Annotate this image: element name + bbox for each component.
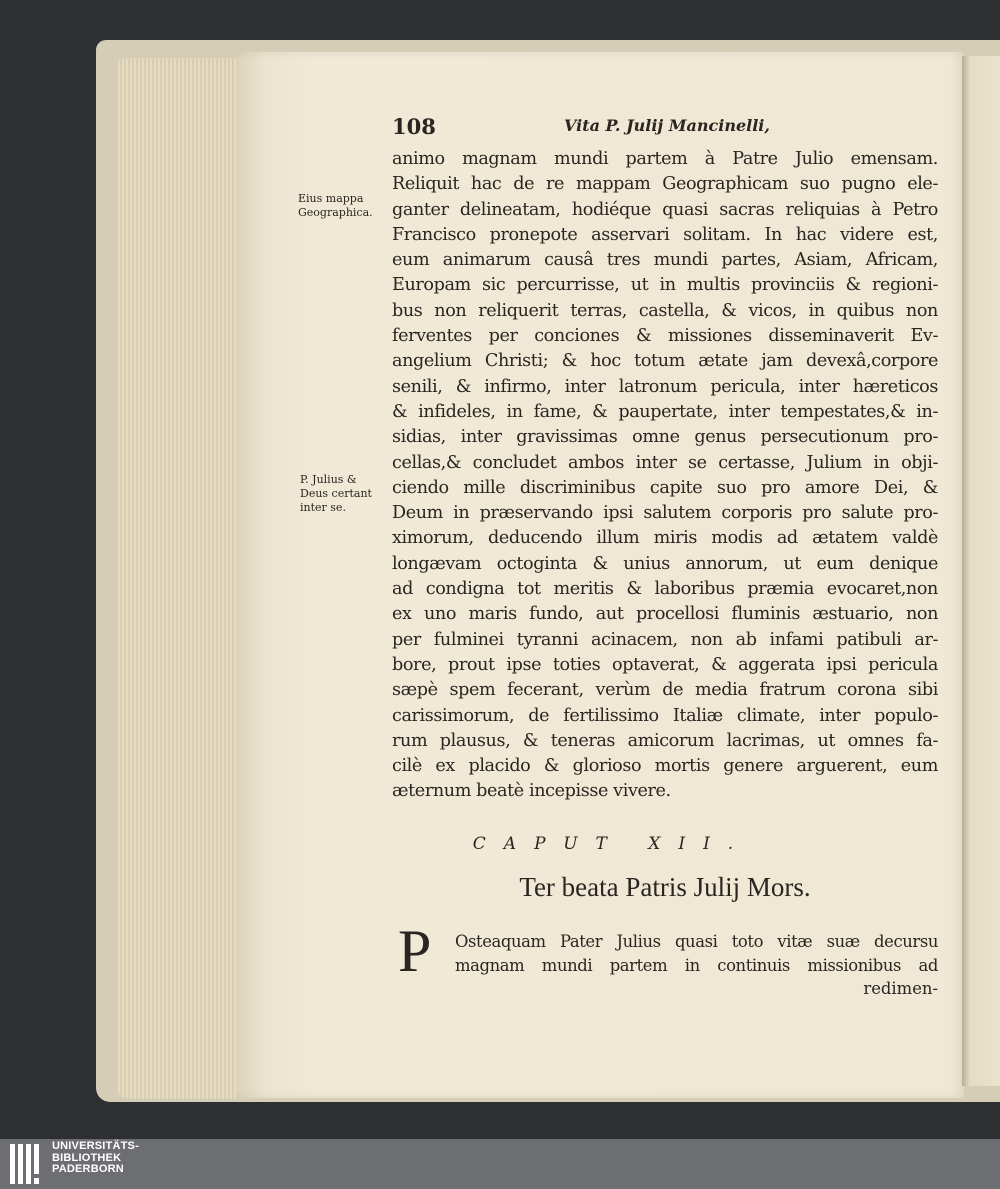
text-line: sæpè spem fecerant, verùm de media fratrum corona sibi [392, 680, 938, 701]
page-edges [118, 58, 240, 1098]
facing-page-edge [962, 56, 1000, 1086]
library-name-line: PADERBORN [52, 1163, 124, 1175]
chapter-title: Ter beata Patris Julij Mors. [519, 872, 811, 902]
text-line: eum animarum causâ tres mundi partes, Asiam, Africam, [392, 250, 938, 271]
text-line: Europam sic percurrisse, ut in multis provinciis & regioni- [392, 275, 938, 296]
text-line: longævam octoginta & unius annorum, ut eum denique [392, 553, 938, 574]
text-line: ad condigna tot meritis & laboribus præmia evocaret,non [392, 579, 938, 600]
text-line: Osteaquam Pater Julius quasi toto vitæ suæ decursu [455, 932, 938, 951]
drop-cap: P [398, 918, 432, 984]
text-line: ciendo mille discriminibus capite suo pro amore Dei, & [392, 477, 938, 498]
footer-bar [0, 1139, 1000, 1189]
chapter-body [455, 930, 938, 978]
running-title: Vita P. Julij Mancinelli, [564, 116, 770, 135]
text-line: ferventes per conciones & missiones disseminaverit Ev- [392, 326, 938, 347]
catchword: redimen- [863, 979, 938, 998]
text-line: Reliquit hac de re mappam Geographicam suo pugno ele- [392, 174, 938, 195]
text-line: angelium Christi; & hoc totum ætate jam devexâ,corpore [392, 351, 938, 372]
text-line: Francisco pronepote asservari solitam. In hac videre est, [392, 224, 938, 245]
text-line: senili, & infirmo, inter latronum pericula, inter hæreticos [392, 376, 938, 397]
text-line: animo magnam mundi partem à Patre Julio emensam. [392, 149, 938, 169]
text-line: cellas,& concludet ambos inter se certasse, Julium in obji- [392, 452, 938, 473]
body-text [392, 147, 938, 805]
text-line: Deum in præservando ipsi salutem corporis pro salute pro- [392, 503, 938, 524]
text-line: & infideles, in fame, & paupertate, inter tempestates,& in- [392, 401, 938, 422]
library-name [52, 1141, 139, 1176]
text-line: sidias, inter gravissimas omne genus persecutionum pro- [392, 427, 938, 448]
text-line: magnam mundi partem in continuis missionibus ad [455, 956, 938, 975]
chapter-label: CAPUT XII. [472, 834, 752, 854]
margin-note: Eius mappa Geographica. [298, 192, 373, 219]
library-name-line: BIBLIOTHEK [52, 1151, 122, 1164]
text-line: per fulminei tyranni acinacem, non ab infami patibuli ar- [392, 629, 938, 650]
page-number: 108 [392, 114, 436, 139]
text-line: rum plausus, & teneras amicorum lacrimas, ut omnes fa- [392, 730, 938, 751]
text-line: ganter delineatam, hodiéque quasi sacras reliquias à Petro [392, 199, 938, 220]
library-logo-icon [10, 1142, 46, 1186]
library-name-line: UNIVERSITÄTS- [52, 1140, 139, 1152]
text-line: cilè ex placido & glorioso mortis genere arguerent, eum [392, 756, 938, 777]
text-line: carissimorum, de fertilissimo Italiæ climate, inter populo- [392, 705, 938, 726]
margin-note: P. Julius & Deus certant inter se. [300, 473, 372, 514]
running-head [392, 114, 772, 144]
text-line: ximorum, deducendo illum miris modis ad ætatem valdè [392, 528, 938, 549]
text-line: bus non reliquerit terras, castella, & vicos, in quibus non [392, 300, 938, 321]
text-line: ex uno maris fundo, aut procellosi fluminis æstuario, non [392, 604, 938, 625]
text-line: bore, prout ipse toties optaverat, & aggerata ipsi pericula [392, 654, 938, 675]
text-line: æternum beatè incepisse vivere. [392, 781, 671, 802]
